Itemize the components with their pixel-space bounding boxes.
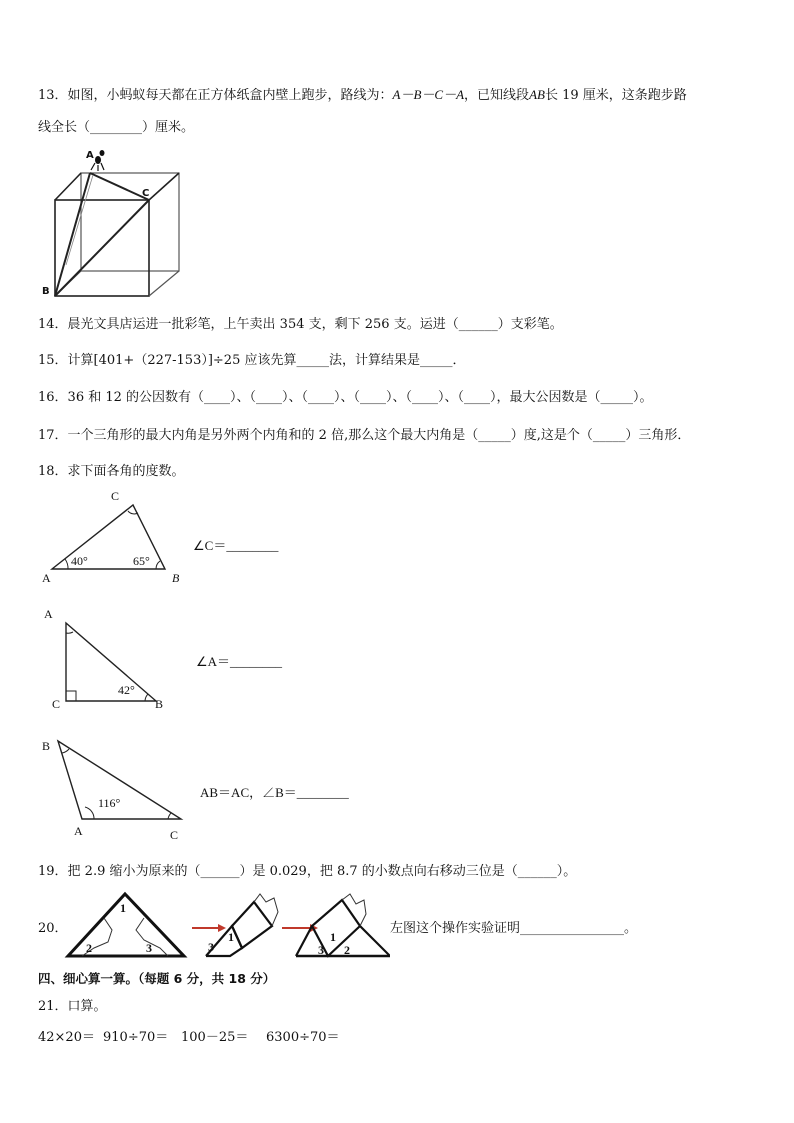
t1-label-b: B (172, 571, 180, 585)
q20-num-3c: 3 (318, 943, 324, 957)
q20-num-2c: 2 (344, 943, 350, 957)
t3-answer: AB＝AC，∠B＝________ (200, 785, 349, 800)
t1-angle-b: 65° (133, 554, 150, 568)
q19: 19．把 2.9 缩小为原来的（______）是 0.029，把 8.7 的小数点向右移动三位是（______）。 (38, 864, 577, 879)
q17: 17．一个三角形的最大内角是另外两个内角和的 2 倍,那么这个最大内角是（_____）度,这是个（_____）三角形． (38, 428, 691, 443)
q13-seg: AB (529, 87, 545, 102)
q21-title: 21．口算。 (38, 999, 107, 1014)
q13-route: A－B－C－A (392, 87, 465, 102)
t2-answer: ∠A＝________ (196, 654, 283, 669)
q20-text: 左图这个操作实验证明________________。 (390, 921, 638, 936)
triangle-2 (55, 615, 165, 705)
q13-line2: 线全长（________）厘米。 (38, 120, 195, 135)
t3-angle-a: 116° (98, 796, 121, 810)
t3-label-b: B (42, 739, 51, 753)
q20-num-1a: 1 (120, 901, 126, 915)
cube-label-b: B (42, 286, 50, 297)
triangle-3 (50, 735, 190, 825)
t1-label-c: C (111, 489, 120, 503)
section-4-title: 四、细心算一算。（每题 6 分，共 18 分） (38, 971, 276, 986)
q20-num-3b: 3 (208, 940, 214, 954)
cube-label-c: C (142, 188, 150, 199)
q21-item-1: 42×20＝ (38, 1030, 95, 1045)
q14: 14．晨光文具店运进一批彩笔，上午卖出 354 支，剩下 256 支。运进（______）支彩笔。 (38, 317, 563, 332)
q13-line1: 13．如图，小蚂蚁每天都在正方体纸盒内壁上跑步，路线为：A－B－C－A，已知线段AB长 19 厘米，这条跑步路 (38, 87, 687, 103)
q15: 15．计算[401+（227-153）]÷25 应该先算_____法，计算结果是_____． (38, 353, 466, 368)
t3-label-a: A (74, 824, 83, 838)
t3-label-c: C (170, 828, 179, 842)
cube-figure (38, 145, 193, 300)
q20-num-2a: 2 (86, 941, 92, 955)
q21-item-2: 910÷70＝ (103, 1030, 169, 1045)
q20-num-1b: 1 (228, 930, 234, 944)
angle-sum-figure (64, 890, 390, 960)
t1-label-a: A (42, 571, 51, 585)
cube-label-a: A (86, 150, 94, 161)
q21-items (38, 1026, 340, 1045)
q21-item-4: 6300÷70＝ (266, 1030, 340, 1045)
q18-title: 18．求下面各角的度数。 (38, 464, 185, 479)
q20-num-1c: 1 (330, 930, 336, 944)
q20-num: 20． (38, 921, 68, 936)
t2-label-c: C (52, 697, 61, 711)
t1-angle-a: 40° (71, 554, 88, 568)
q20-num-3a: 3 (146, 941, 152, 955)
t1-answer: ∠C＝________ (193, 538, 279, 553)
q21-item-3: 100－25＝ (181, 1030, 249, 1045)
t2-angle-b: 42° (118, 683, 135, 697)
t2-label-a: A (44, 607, 53, 621)
triangle-1 (40, 495, 180, 575)
q16: 16．36 和 12 的公因数有（____）、（____）、（____）、（____）、（____）、（____），最大公因数是（_____）。 (38, 390, 653, 405)
t2-label-b: B (155, 697, 164, 711)
